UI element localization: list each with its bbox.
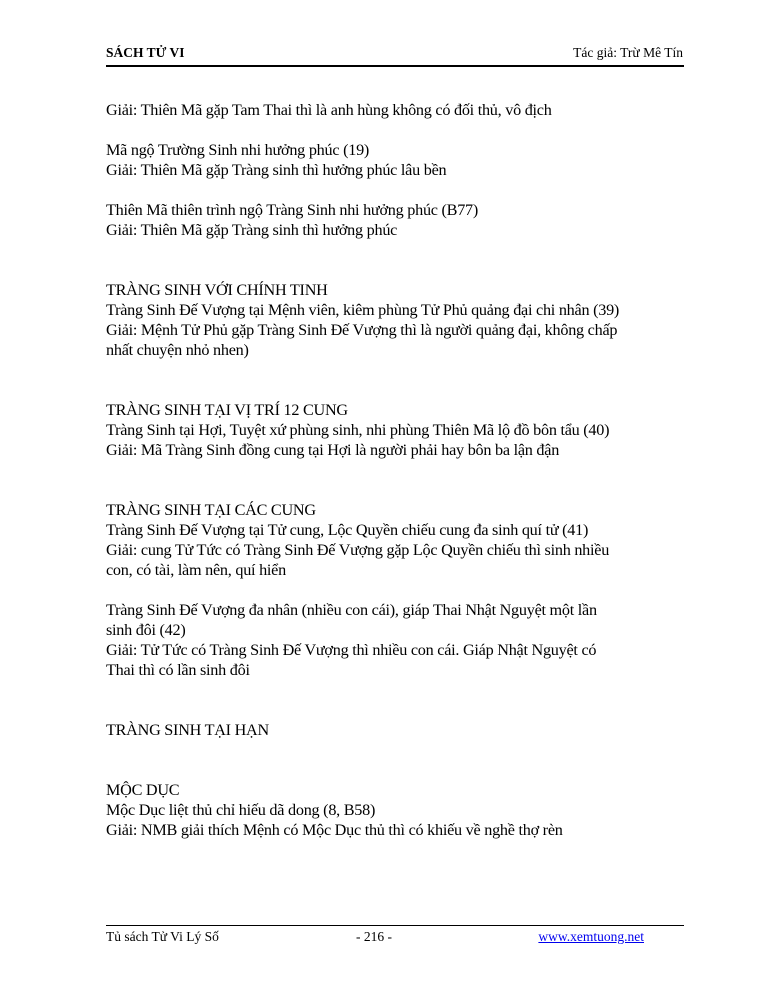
paragraph-line: con, có tài, làm nên, quí hiển bbox=[106, 561, 286, 579]
section-heading: TRÀNG SINH TẠI HẠN bbox=[106, 721, 269, 739]
footer-series-title: Tủ sách Tử Vi Lý Số bbox=[106, 929, 219, 944]
paragraph-line: Thai thì có lần sinh đôi bbox=[106, 661, 250, 679]
footer-rule bbox=[106, 925, 684, 926]
paragraph-line: Giải: Thiên Mã gặp Tràng sinh thì hưởng phúc bbox=[106, 221, 398, 239]
paragraph-line: Giải: Thiên Mã gặp Tam Thai thì là anh hùng không có đối thủ, vô địch bbox=[106, 101, 552, 119]
paragraph-line: nhất chuyện nhỏ nhen) bbox=[106, 341, 249, 359]
paragraph-line: Giải: Tử Tức có Tràng Sinh Đế Vượng thì nhiều con cái. Giáp Nhật Nguyệt có bbox=[106, 641, 597, 659]
paragraph-line: Tràng Sinh Đế Vượng tại Tử cung, Lộc Quyền chiếu cung đa sinh quí tử (41) bbox=[106, 521, 589, 539]
paragraph-line: Thiên Mã thiên trình ngộ Tràng Sinh nhi hưởng phúc (B77) bbox=[106, 201, 479, 219]
header-book-title: SÁCH TỬ VI bbox=[106, 45, 185, 60]
paragraph-line: Mã ngộ Trường Sinh nhi hưởng phúc (19) bbox=[106, 141, 370, 159]
paragraph-line: Giải: Mã Tràng Sinh đồng cung tại Hợi là người phải hay bôn ba lận đận bbox=[106, 441, 560, 459]
section-heading: TRÀNG SINH TẠI VỊ TRÍ 12 CUNG bbox=[106, 401, 348, 419]
section-heading: TRÀNG SINH TẠI CÁC CUNG bbox=[106, 501, 316, 519]
paragraph-line: Giải: Mệnh Tử Phủ gặp Tràng Sinh Đế Vượng thì là người quảng đại, không chấp bbox=[106, 321, 618, 339]
paragraph-line: Giải: cung Tử Tức có Tràng Sinh Đế Vượng gặp Lộc Quyền chiếu thì sinh nhiều bbox=[106, 541, 610, 559]
section-heading: MỘC DỤC bbox=[106, 781, 180, 799]
footer-website-link[interactable]: www.xemtuong.net bbox=[538, 929, 644, 944]
paragraph-line: Giải: NMB giải thích Mệnh có Mộc Dục thủ thì có khiếu về nghề thợ rèn bbox=[106, 821, 563, 839]
header-rule bbox=[106, 65, 684, 67]
paragraph-line: Tràng Sinh Đế Vượng tại Mệnh viên, kiêm phùng Tử Phủ quảng đại chi nhân (39) bbox=[106, 301, 620, 319]
paragraph-line: Giải: Thiên Mã gặp Tràng sinh thì hưởng phúc lâu bền bbox=[106, 161, 447, 179]
paragraph-line: Mộc Dục liệt thủ chỉ hiếu dã dong (8, B58) bbox=[106, 801, 376, 819]
paragraph-line: sinh đôi (42) bbox=[106, 621, 186, 639]
page-number: - 216 - bbox=[356, 929, 392, 944]
paragraph-line: Tràng Sinh tại Hợi, Tuyệt xứ phùng sinh, nhi phùng Thiên Mã lộ đồ bôn tẩu (40) bbox=[106, 421, 610, 439]
section-heading: TRÀNG SINH VỚI CHÍNH TINH bbox=[106, 281, 328, 299]
page-body bbox=[106, 100, 686, 840]
header-author: Tác giả: Trừ Mê Tín bbox=[573, 45, 683, 60]
paragraph-line: Tràng Sinh Đế Vượng đa nhân (nhiều con cái), giáp Thai Nhật Nguyệt một lần bbox=[106, 601, 597, 619]
